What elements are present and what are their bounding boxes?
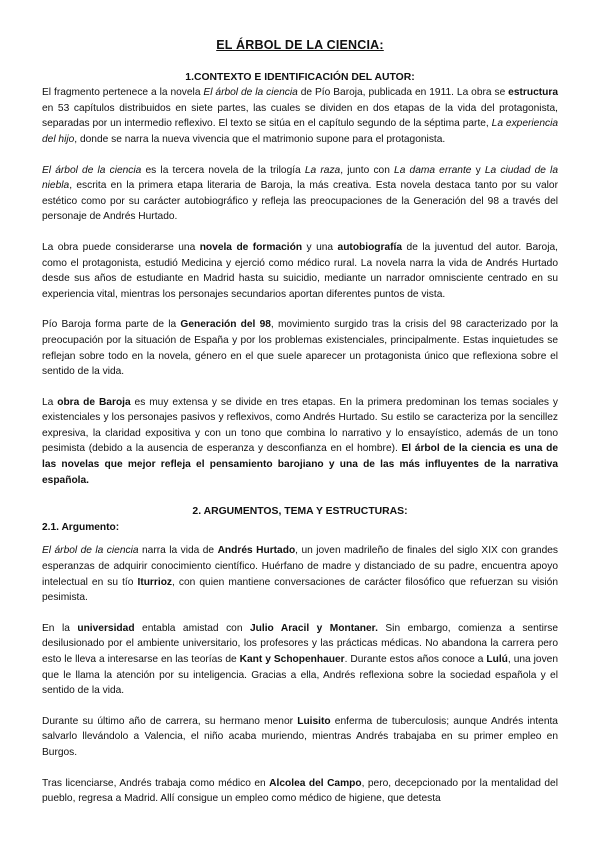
text-run: , una joven que le llama la atención por su inteligencia. Gracias a ella, Andrés reflexiona sobre la sociedad española y el sentido de la vida. bbox=[42, 654, 559, 697]
text-run: Alcolea del Campo bbox=[269, 777, 362, 789]
text-run: universidad bbox=[77, 622, 135, 634]
text-run: La ciudad de la niebla bbox=[42, 164, 558, 192]
paragraph bbox=[42, 621, 558, 699]
paragraph bbox=[42, 543, 558, 605]
text-run: es muy extensa y se divide en tres etapas. En la primera predominan los temas sociales y existenciales y los personajes pasivos y reflexivos, como Andrés Hurtado. Su estilo se caracteriza por la sencillez expresiva, la claridad expositiva y con un tono que combina lo narrativo y lo ensayístico, además de un tono pesimista (debido a la ausencia de esperanza y desconfianza en el hombre). bbox=[42, 396, 558, 455]
text-run: La obra puede considerarse una bbox=[42, 241, 200, 253]
text-run: Iturrioz bbox=[137, 576, 173, 588]
text-run: en 53 capítulos distribuidos en siete partes, las cuales se dividen en dos etapas de la vida del protagonista, separadas por un intermedio reflexivo. El texto se sitúa en el capítulo segundo de la séptima parte, bbox=[42, 102, 558, 130]
text-run: Kant y Schopenhauer bbox=[239, 654, 345, 665]
text-run: Pío Baroja forma parte de la bbox=[42, 319, 181, 331]
text-run: El árbol de la ciencia es una de las novelas que mejor refleja el pensamiento barojiano y una de las más influyentes de la narrativa española. bbox=[42, 443, 558, 486]
text-run: , un joven madrileño de finales del siglo XIX con grandes esperanzas de adquirir conocimiento científico. Huérfano de madre y distanciado de su padre, encuentra apoyo intelectual en su tío bbox=[42, 545, 558, 588]
text-run: autobiografía bbox=[337, 241, 403, 253]
text-run: Andrés Hurtado bbox=[217, 545, 296, 557]
text-run: Julio Aracil y Montaner. bbox=[249, 622, 378, 634]
subsection-heading: 2.1. Argumento: bbox=[42, 521, 120, 533]
section-2-heading: 2. ARGUMENTOS, TEMA Y ESTRUCTURAS: bbox=[192, 506, 408, 518]
text-run: narra la vida de bbox=[138, 545, 218, 557]
text-run: , escrita en la primera etapa literaria de Baroja, la más creativa. Esta novela destaca tanto por su valor estético como por su carácter autobiográfico y refleja las preocupaciones de la Generación del 98 a través del personaje de Andrés Hurtado. bbox=[42, 180, 558, 223]
text-run: y una bbox=[302, 241, 338, 253]
text-run: estructura bbox=[508, 87, 558, 99]
text-run: Durante su último año de carrera, su hermano menor bbox=[42, 715, 298, 727]
paragraph bbox=[42, 85, 558, 147]
text-run: Lulú bbox=[486, 654, 508, 665]
text-run: La raza bbox=[304, 164, 341, 176]
text-run: Tras licenciarse, Andrés trabaja como médico en bbox=[42, 777, 270, 789]
paragraph bbox=[42, 317, 558, 379]
paragraph bbox=[42, 163, 558, 225]
text-run: , donde se narra la nueva vivencia que el matrimonio supone para el protagonista. bbox=[74, 133, 446, 145]
text-run: La dama errante bbox=[394, 164, 472, 176]
text-run: novela de formación bbox=[199, 241, 303, 253]
text-run: El árbol de la ciencia bbox=[42, 164, 142, 176]
document-title: EL ÁRBOL DE LA CIENCIA: bbox=[216, 38, 384, 52]
text-run: . Durante estos años conoce a bbox=[344, 654, 487, 665]
text-run: , con quien mantiene conversaciones de carácter filosófico que refuerzan su visión pesimista. bbox=[42, 576, 558, 604]
text-run: El árbol de la ciencia bbox=[42, 545, 139, 557]
text-run: Sin embargo, comienza a sentirse desilusionado por el ambiente universitario, los profesores y las prácticas médicas. No abandona la carrera pero esto le lleva a interesarse en las teorías de bbox=[42, 622, 558, 665]
text-run: , junto con bbox=[340, 164, 395, 176]
text-run: de Pío Baroja, publicada en 1911. La obra se bbox=[297, 87, 509, 99]
text-run: Luisito bbox=[297, 715, 331, 727]
section-1-heading: 1.CONTEXTO E IDENTIFICACIÓN DEL AUTOR: bbox=[185, 71, 415, 83]
text-run: obra de Baroja bbox=[57, 396, 131, 408]
text-run: enferma de tuberculosis; aunque Andrés intenta salvarlo llevándolo a Valencia, el niño acaba muriendo, mientras Andrés trabajaba en su primer empleo en Burgos. bbox=[42, 715, 558, 758]
paragraph bbox=[42, 395, 558, 489]
text-run: La experiencia del hijo bbox=[42, 118, 559, 145]
text-run: entabla amistad con bbox=[134, 622, 250, 634]
text-run: El árbol de la ciencia bbox=[203, 87, 298, 99]
paragraph bbox=[42, 240, 558, 302]
text-run: La bbox=[42, 396, 58, 408]
text-run: , pero, decepcionado por la mentalidad del pueblo, regresa a Madrid. Allí consigue un empleo como médico de higiene, que detesta bbox=[42, 777, 558, 805]
text-run: , movimiento surgido tras la crisis del 98 caracterizado por la preocupación por la situación de España y por los problemas existenciales, principalmente. Estas inquietudes se reflejan sobre todo en la novela, género en el que suele aparecer un protagonista único que reflexiona sobre el sentido de la vida. bbox=[42, 319, 559, 378]
text-run: es la tercera novela de la trilogía bbox=[141, 164, 305, 176]
text-run: Generación del 98 bbox=[180, 319, 271, 331]
paragraph bbox=[42, 714, 558, 761]
text-run: En la bbox=[42, 622, 78, 634]
paragraph bbox=[42, 776, 558, 807]
text-run: y bbox=[471, 164, 485, 176]
text-run: El fragmento pertenece a la novela bbox=[42, 87, 204, 99]
text-run: de la juventud del autor. Baroja, como el protagonista, estudió Medicina y ejerció como médico rural. La novela narra la vida de Andrés Hurtado desde sus años de estudiante en Madrid hasta su suicidio, mediante un narrador omnisciente centrado en su experiencia vital, mientras los personajes secundarios aportan diferentes puntos de vista. bbox=[42, 241, 558, 300]
